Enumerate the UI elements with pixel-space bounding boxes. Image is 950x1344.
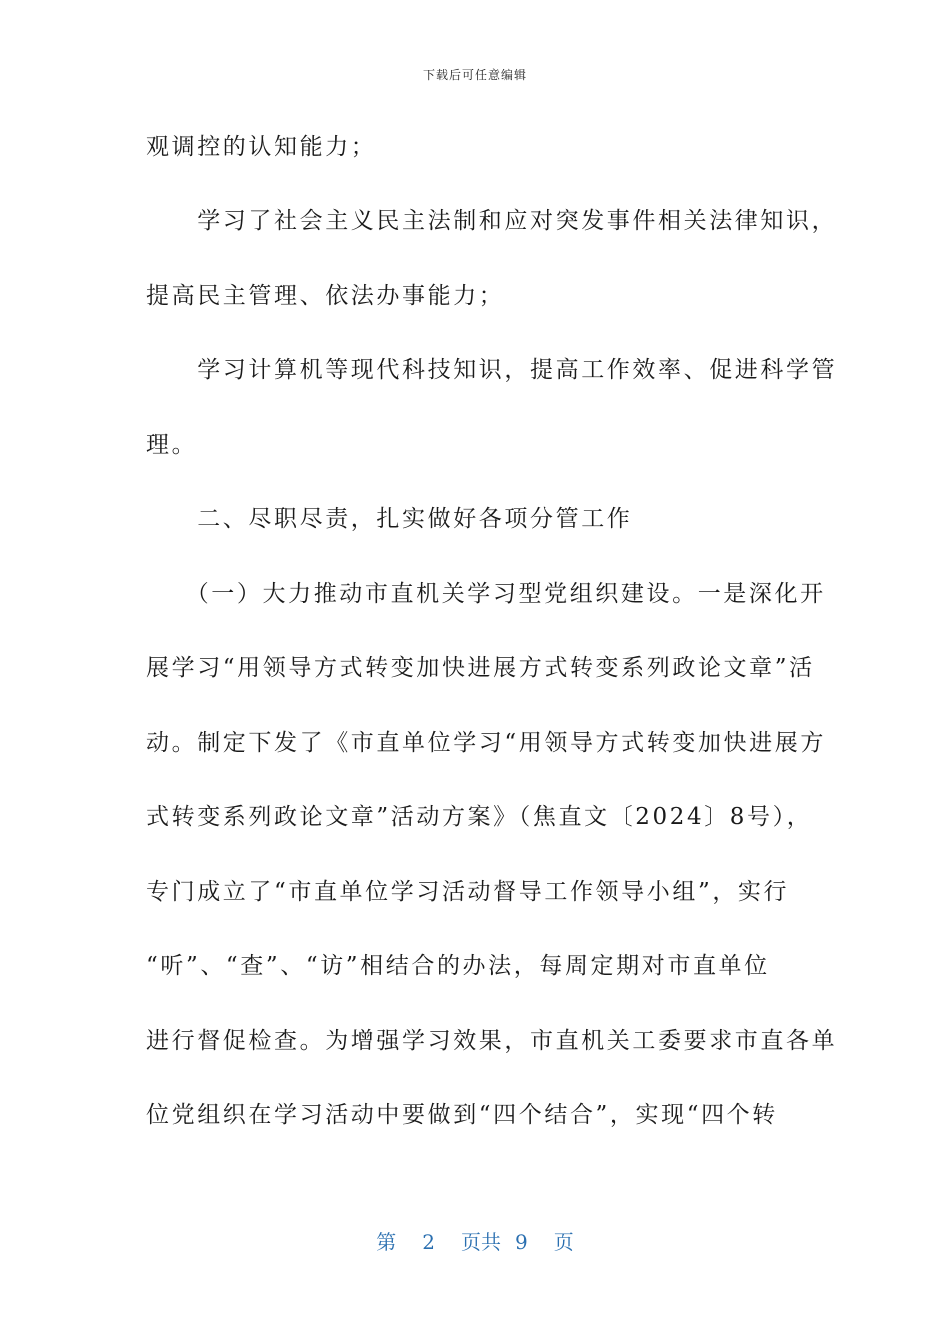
page-header-note: 下载后可任意编辑 bbox=[422, 68, 527, 82]
footer-middle: 页共 bbox=[461, 1230, 501, 1254]
text-line: 学习了社会主义民主法制和应对突发事件相关法律知识， bbox=[146, 208, 838, 234]
page-number-footer bbox=[0, 1226, 950, 1255]
text-line: 理。 bbox=[146, 432, 198, 458]
text-line: 位党组织在学习活动中要做到“四个结合”，实现“四个转 bbox=[146, 1102, 778, 1128]
text-line: 式转变系列政论文章”活动方案》（焦直文〔2024〕8号）， bbox=[146, 804, 813, 830]
current-page-number: 2 bbox=[422, 1230, 435, 1254]
text-line: 动。制定下发了《市直单位学习“用领导方式转变加快进展方 bbox=[146, 730, 826, 756]
text-line: 学习计算机等现代科技知识，提高工作效率、促进科学管 bbox=[146, 357, 838, 383]
footer-suffix: 页 bbox=[553, 1230, 574, 1254]
total-pages-number: 9 bbox=[515, 1230, 528, 1254]
text-line: “听”、“查”、“访”相结合的办法，每周定期对市直单位 bbox=[146, 953, 770, 979]
section-heading: 二、尽职尽责，扎实做好各项分管工作 bbox=[146, 506, 633, 532]
text-line: 观调控的认知能力； bbox=[146, 134, 377, 160]
text-line: 展学习“用领导方式转变加快进展方式转变系列政论文章”活 bbox=[146, 655, 815, 681]
text-line: 提高民主管理、依法办事能力； bbox=[146, 283, 505, 309]
text-line: （一）大力推动市直机关学习型党组织建设。一是深化开 bbox=[146, 581, 826, 607]
text-line: 专门成立了“市直单位学习活动督导工作领导小组”，实行 bbox=[146, 879, 790, 905]
footer-prefix: 第 bbox=[376, 1230, 397, 1254]
text-line: 进行督促检查。为增强学习效果，市直机关工委要求市直各单 bbox=[146, 1028, 838, 1054]
